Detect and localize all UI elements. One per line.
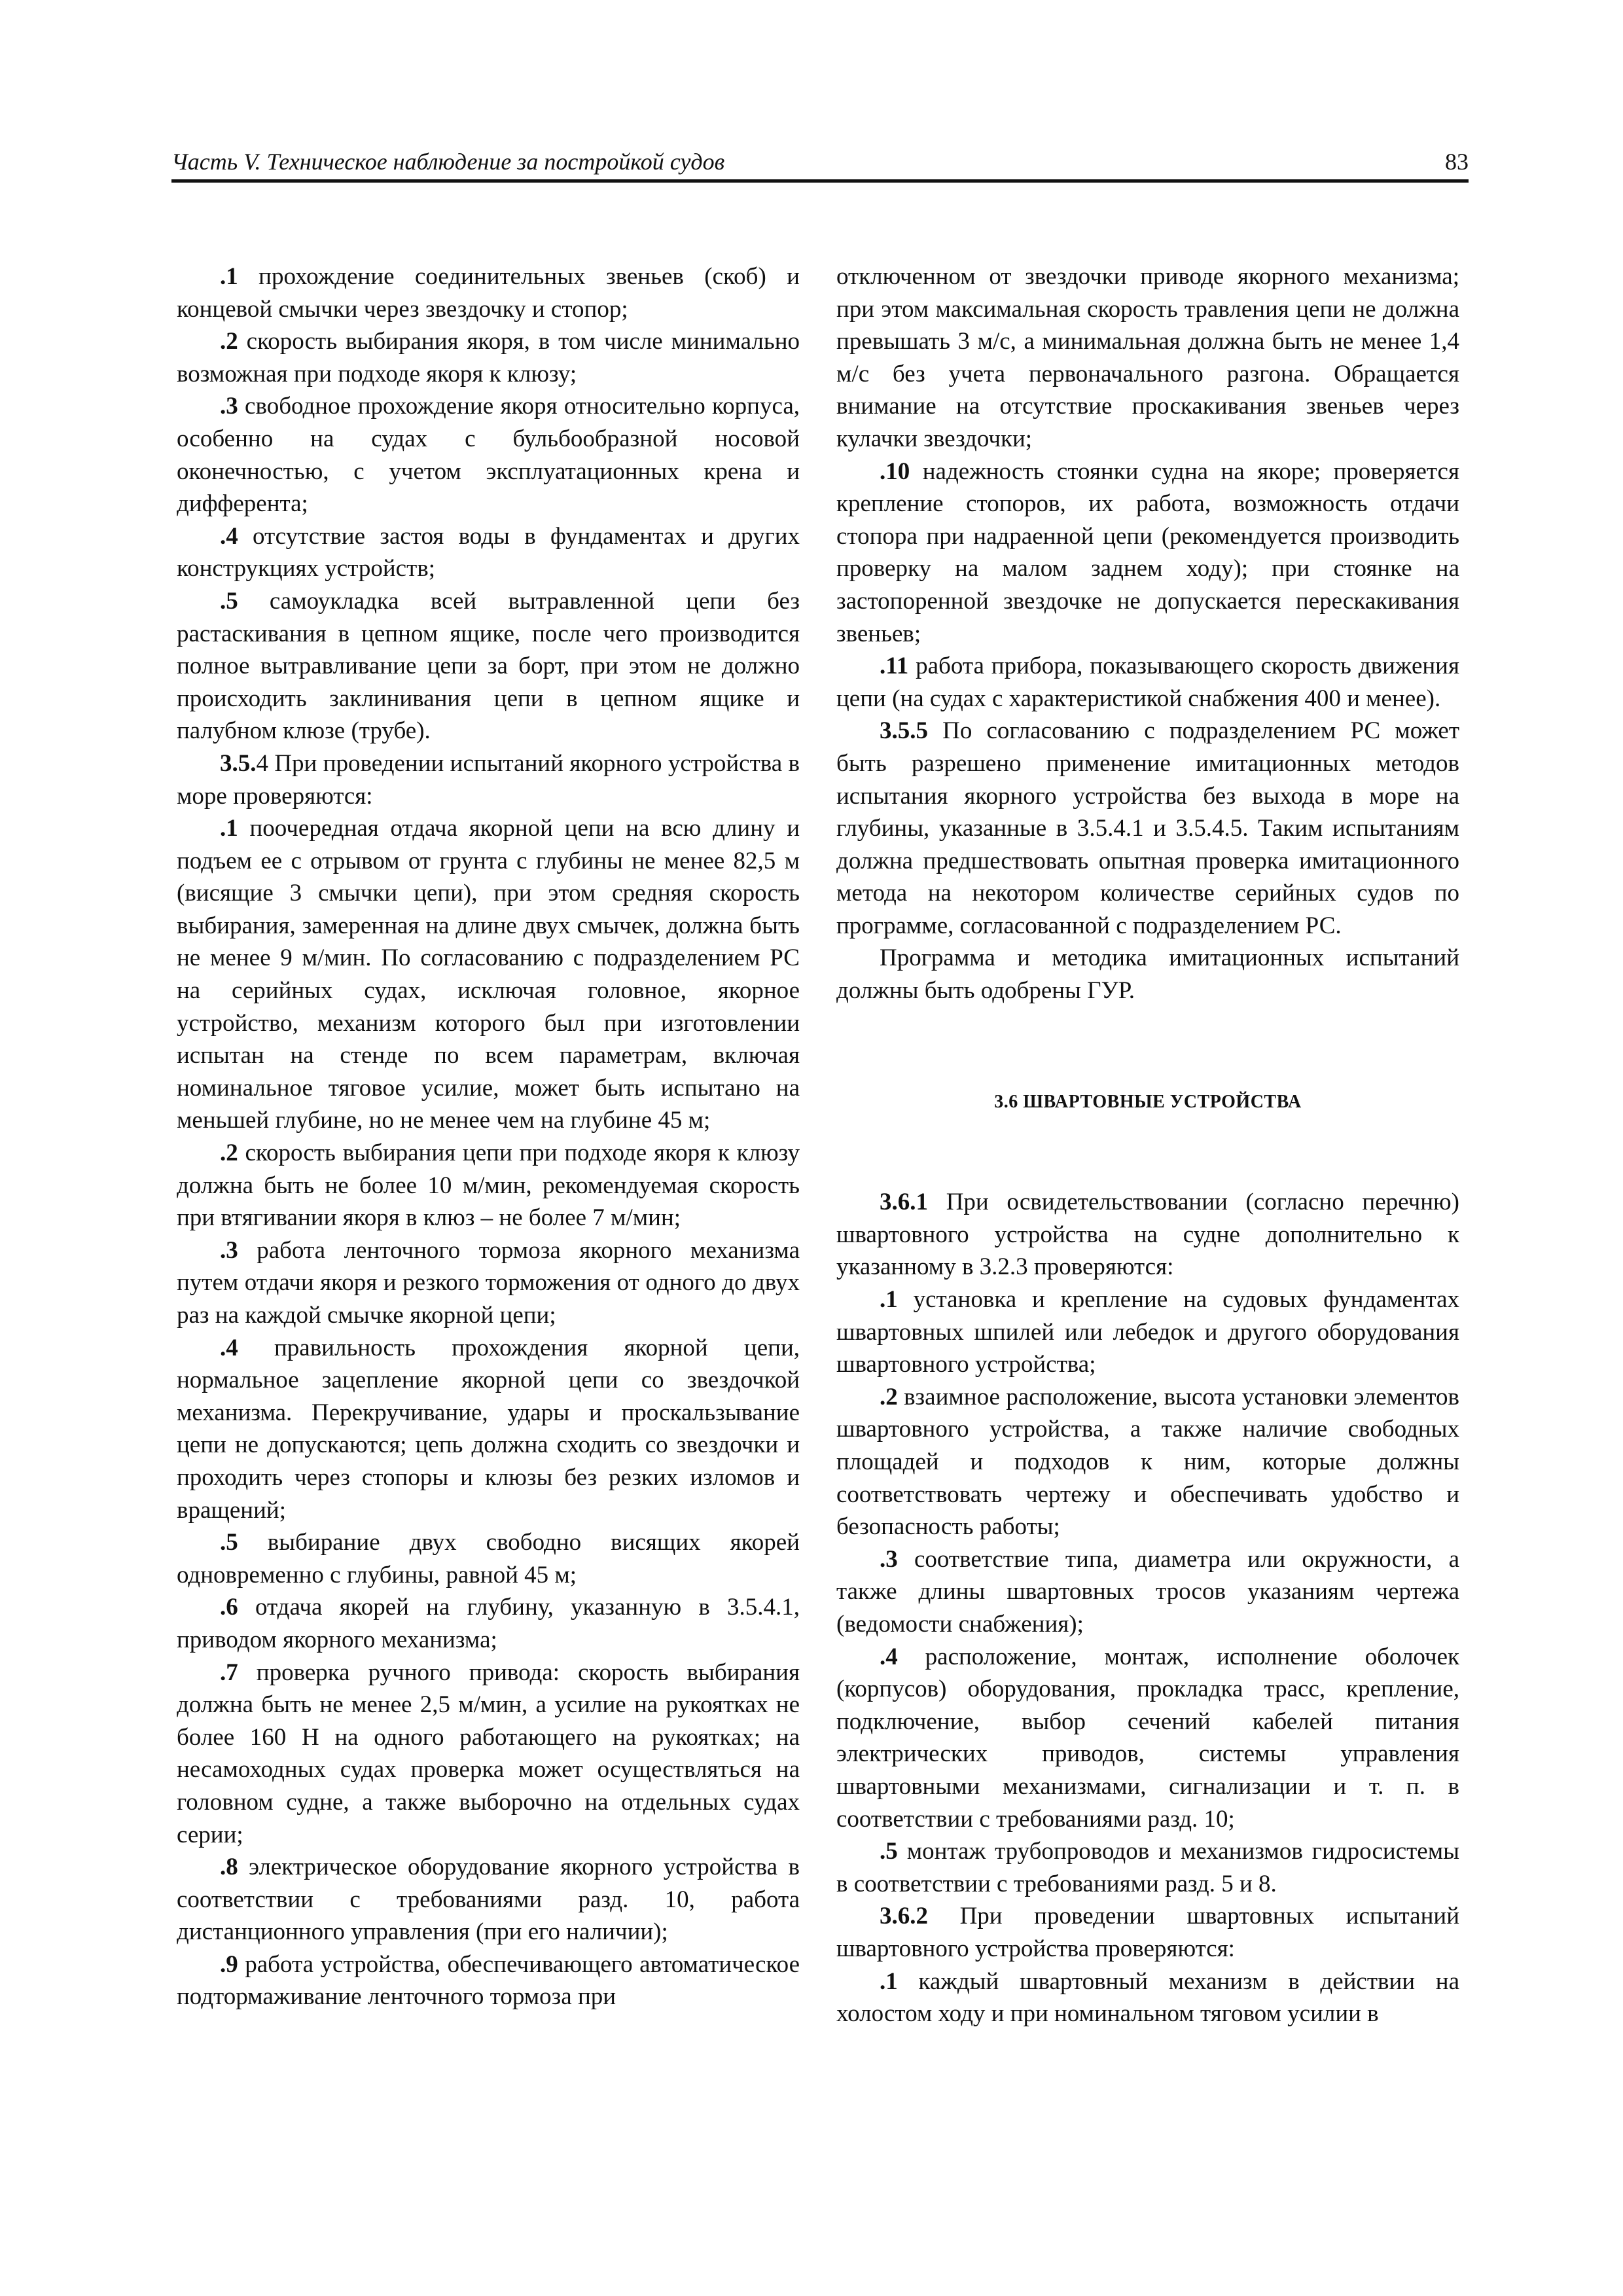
item-number: .6 [220,1594,238,1621]
paragraph [177,1948,800,2013]
paragraph [177,812,800,1137]
paragraph [177,1137,800,1234]
paragraph-text: монтаж трубопроводов и механизмов гидросистемы в соответствии с требованиями разд. 5 и 8. [836,1838,1459,1897]
item-number: .1 [880,1286,898,1314]
paragraph [836,1835,1459,1900]
paragraph-text: электрическое оборудование якорного устройства в соответствии с требованиями разд. 10, работа дистанционного управления (при его наличии); [177,1854,800,1946]
paragraph [836,942,1459,1007]
paragraph-text: 4 При проведении испытаний якорного устройства в море проверяются: [177,749,800,810]
paragraph [177,1332,800,1527]
item-number: .2 [220,1139,238,1167]
item-number: .2 [220,328,238,355]
paragraph-text: По согласованию с подразделением РС может быть разрешено применение имитационных методов испытания якорного устройства без выхода в море на глубины, указанные в 3.5.4.1 и 3.5.4.5. Таким испытаниям должна предшествовать опытная проверка имитационного метода на некотором количестве серийных судов по программе, согласованной с подразделением РС. [836,717,1459,939]
item-number: 3.5.5 [880,717,928,745]
paragraph-text: надежность стоянки судна на якоре; проверяется крепление стопоров, их работа, возможность отдачи стопора при надраенной цепи (рекомендуется производить проверку на малом заднем ходу); при стоянке на застопоренной звездочке не допускается перескакивания звеньев; [836,457,1459,647]
paragraph-text: отсутствие застоя воды в фундаментах и других конструкциях устройств; [177,522,800,583]
paragraph [177,1657,800,1852]
paragraph [836,1641,1459,1836]
item-number: .5 [220,587,238,615]
paragraph [177,520,800,585]
paragraph [836,1543,1459,1641]
item-number: .10 [880,457,910,485]
paragraph [177,747,800,812]
paragraph [836,1283,1459,1381]
paragraph [836,456,1459,651]
paragraph [177,1591,800,1656]
paragraph [177,1526,800,1591]
item-number: .5 [880,1838,898,1865]
item-number: .3 [880,1545,898,1573]
item-number: .1 [880,1967,898,1995]
right-column-bottom [836,1186,1459,2030]
item-number: .8 [220,1854,238,1881]
right-column-top [836,260,1459,1007]
item-number: .4 [220,1334,238,1361]
paragraph-text: При освидетельствовании (согласно перечню) швартовного устройства на судне дополнительно к указанному в 3.2.3 проверяются: [836,1189,1459,1281]
item-number: .5 [220,1529,238,1556]
paragraph-text: отключенном от звездочки приводе якорного механизма; при этом максимальная скорость травления цепи не должна превышать 3 м/с, а минимальная должна быть не менее 1,4 м/с без учета первоначального разгона. Обращается внимание на отсутствие проскакивания звеньев через кулачки звездочки; [836,263,1459,452]
paragraph-text: работа ленточного тормоза якорного механизма путем отдачи якоря и резкого торможения от одного до двух раз на каждой смычке якорной цепи; [177,1236,800,1329]
paragraph-text: отдача якорей на глубину, указанную в 3.5.4.1, приводом якорного механизма; [177,1594,800,1653]
paragraph-text: взаимное расположение, высота установки элементов швартовного устройства, а также наличие свободных площадей и подходов к ним, которые должны соответствовать чертежу и обеспечивать удобство и безопасность работы; [836,1383,1459,1541]
item-number: 3.6.2 [880,1903,928,1930]
item-number: .3 [220,1236,238,1264]
page-header [171,145,1469,183]
item-number: 3.5. [220,749,257,777]
paragraph-text: прохождение соединительных звеньев (скоб) и концевой смычки через звездочку и стопор; [177,263,800,323]
paragraph [836,1186,1459,1283]
paragraph [177,390,800,520]
paragraph-text: работа устройства, обеспечивающего автоматическое подтормаживание ленточного тормоза при [177,1950,800,2011]
paragraph [836,1900,1459,1965]
right-column [836,260,1459,2030]
item-number: .9 [220,1950,238,1978]
section-title: 3.6 ШВАРТОВНЫЕ УСТРОЙСТВА [994,1091,1302,1112]
paragraph-text: установка и крепление на судовых фундаментах швартовных шпилей или лебедок и другого оборудования швартовного устройства; [836,1286,1459,1378]
item-number: .4 [880,1643,898,1670]
paragraph [177,585,800,747]
paragraph [177,1851,800,1948]
item-number: .3 [220,393,238,420]
paragraph [177,325,800,390]
paragraph-text: скорость выбирания якоря, в том числе минимально возможная при подходе якоря к клюзу; [177,328,800,387]
paragraph [836,1381,1459,1543]
item-number: .2 [880,1383,898,1410]
running-title: Часть V. Техническое наблюдение за постройкой судов [171,149,725,175]
paragraph-text: самоукладка всей вытравленной цепи без растаскивания в цепном ящике, после чего производится полное вытравливание цепи за борт, при этом не должно происходить заклинивания цепи в цепном ящике и палубном клюзе (трубе). [177,587,800,745]
paragraph [177,260,800,325]
paragraph-text: Программа и методика имитационных испытаний должны быть одобрены ГУР. [836,944,1459,1005]
paragraph-text: поочередная отдача якорной цепи на всю длину и подъем ее с отрывом от грунта с глубины не менее 82,5 м (висящие 3 смычки цепи), при этом средняя скорость выбирания, замеренная на длине двух смычек, должна быть не менее 9 м/мин. По согласованию с подразделением РС на серийных судах, исключая головное, якорное устройство, механизм которого был при изготовлении испытан на стенде по всем параметрам, включая номинальное тяговое усилие, может быть испытано на меньшей глубине, но не менее чем на глубине 45 м; [177,815,800,1134]
paragraph [177,1234,800,1332]
paragraph [836,1965,1459,2030]
paragraph-text: При проведении швартовных испытаний швартовного устройства проверяются: [836,1903,1459,1962]
paragraph [836,650,1459,715]
item-number: .1 [220,815,238,842]
left-column [177,260,800,2013]
page-number: 83 [1445,149,1469,175]
item-number: .4 [220,522,238,550]
paragraph-text: работа прибора, показывающего скорость движения цепи (на судах с характеристикой снабжения 400 и менее). [836,653,1459,712]
paragraph [836,260,1459,456]
paragraph-text: скорость выбирания цепи при подходе якоря к клюзу должна быть не более 10 м/мин, рекомендуемая скорость при втягивании якоря в клюз – не более 7 м/мин; [177,1139,800,1232]
paragraph-text: правильность прохождения якорной цепи, нормальное зацепление якорной цепи со звездочкой механизма. Перекручивание, удары и проскальзывание цепи не допускаются; цепь должна сходить со звездочки и проходить через стопоры и клюзы без резких изломов и вращений; [177,1334,800,1524]
item-number: .1 [220,263,238,290]
paragraph-text: каждый швартовный механизм в действии на холостом ходу и при номинальном тяговом усилии в [836,1967,1459,2028]
item-number: .7 [220,1659,238,1686]
item-number: .11 [880,653,909,680]
paragraph-text: свободное прохождение якоря относительно корпуса, особенно на судах с бульбообразной носовой оконечностью, с учетом эксплуатационных крена и дифферента; [177,393,800,518]
paragraph-text: соответствие типа, диаметра или окружности, а также длины швартовных тросов указаниям чертежа (ведомости снабжения); [836,1545,1459,1638]
item-number: 3.6.1 [880,1189,928,1216]
paragraph-text: расположение, монтаж, исполнение оболочек (корпусов) оборудования, прокладка трасс, крепление, подключение, выбор сечений кабелей питания электрических приводов, системы управления швартовными механизмами, сигнализации и т. п. в соответствии с требованиями разд. 10; [836,1643,1459,1833]
paragraph [836,715,1459,942]
paragraph-text: выбирание двух свободно висящих якорей одновременно с глубины, равной 45 м; [177,1529,800,1588]
paragraph-text: проверка ручного привода: скорость выбирания должна быть не менее 2,5 м/мин, а усилие на рукоятках не более 160 Н на одного работающего на рукоятках; на несамоходных судах проверка может осуществляться на головном судне, а также выборочно на отдельных судах серии; [177,1659,800,1848]
